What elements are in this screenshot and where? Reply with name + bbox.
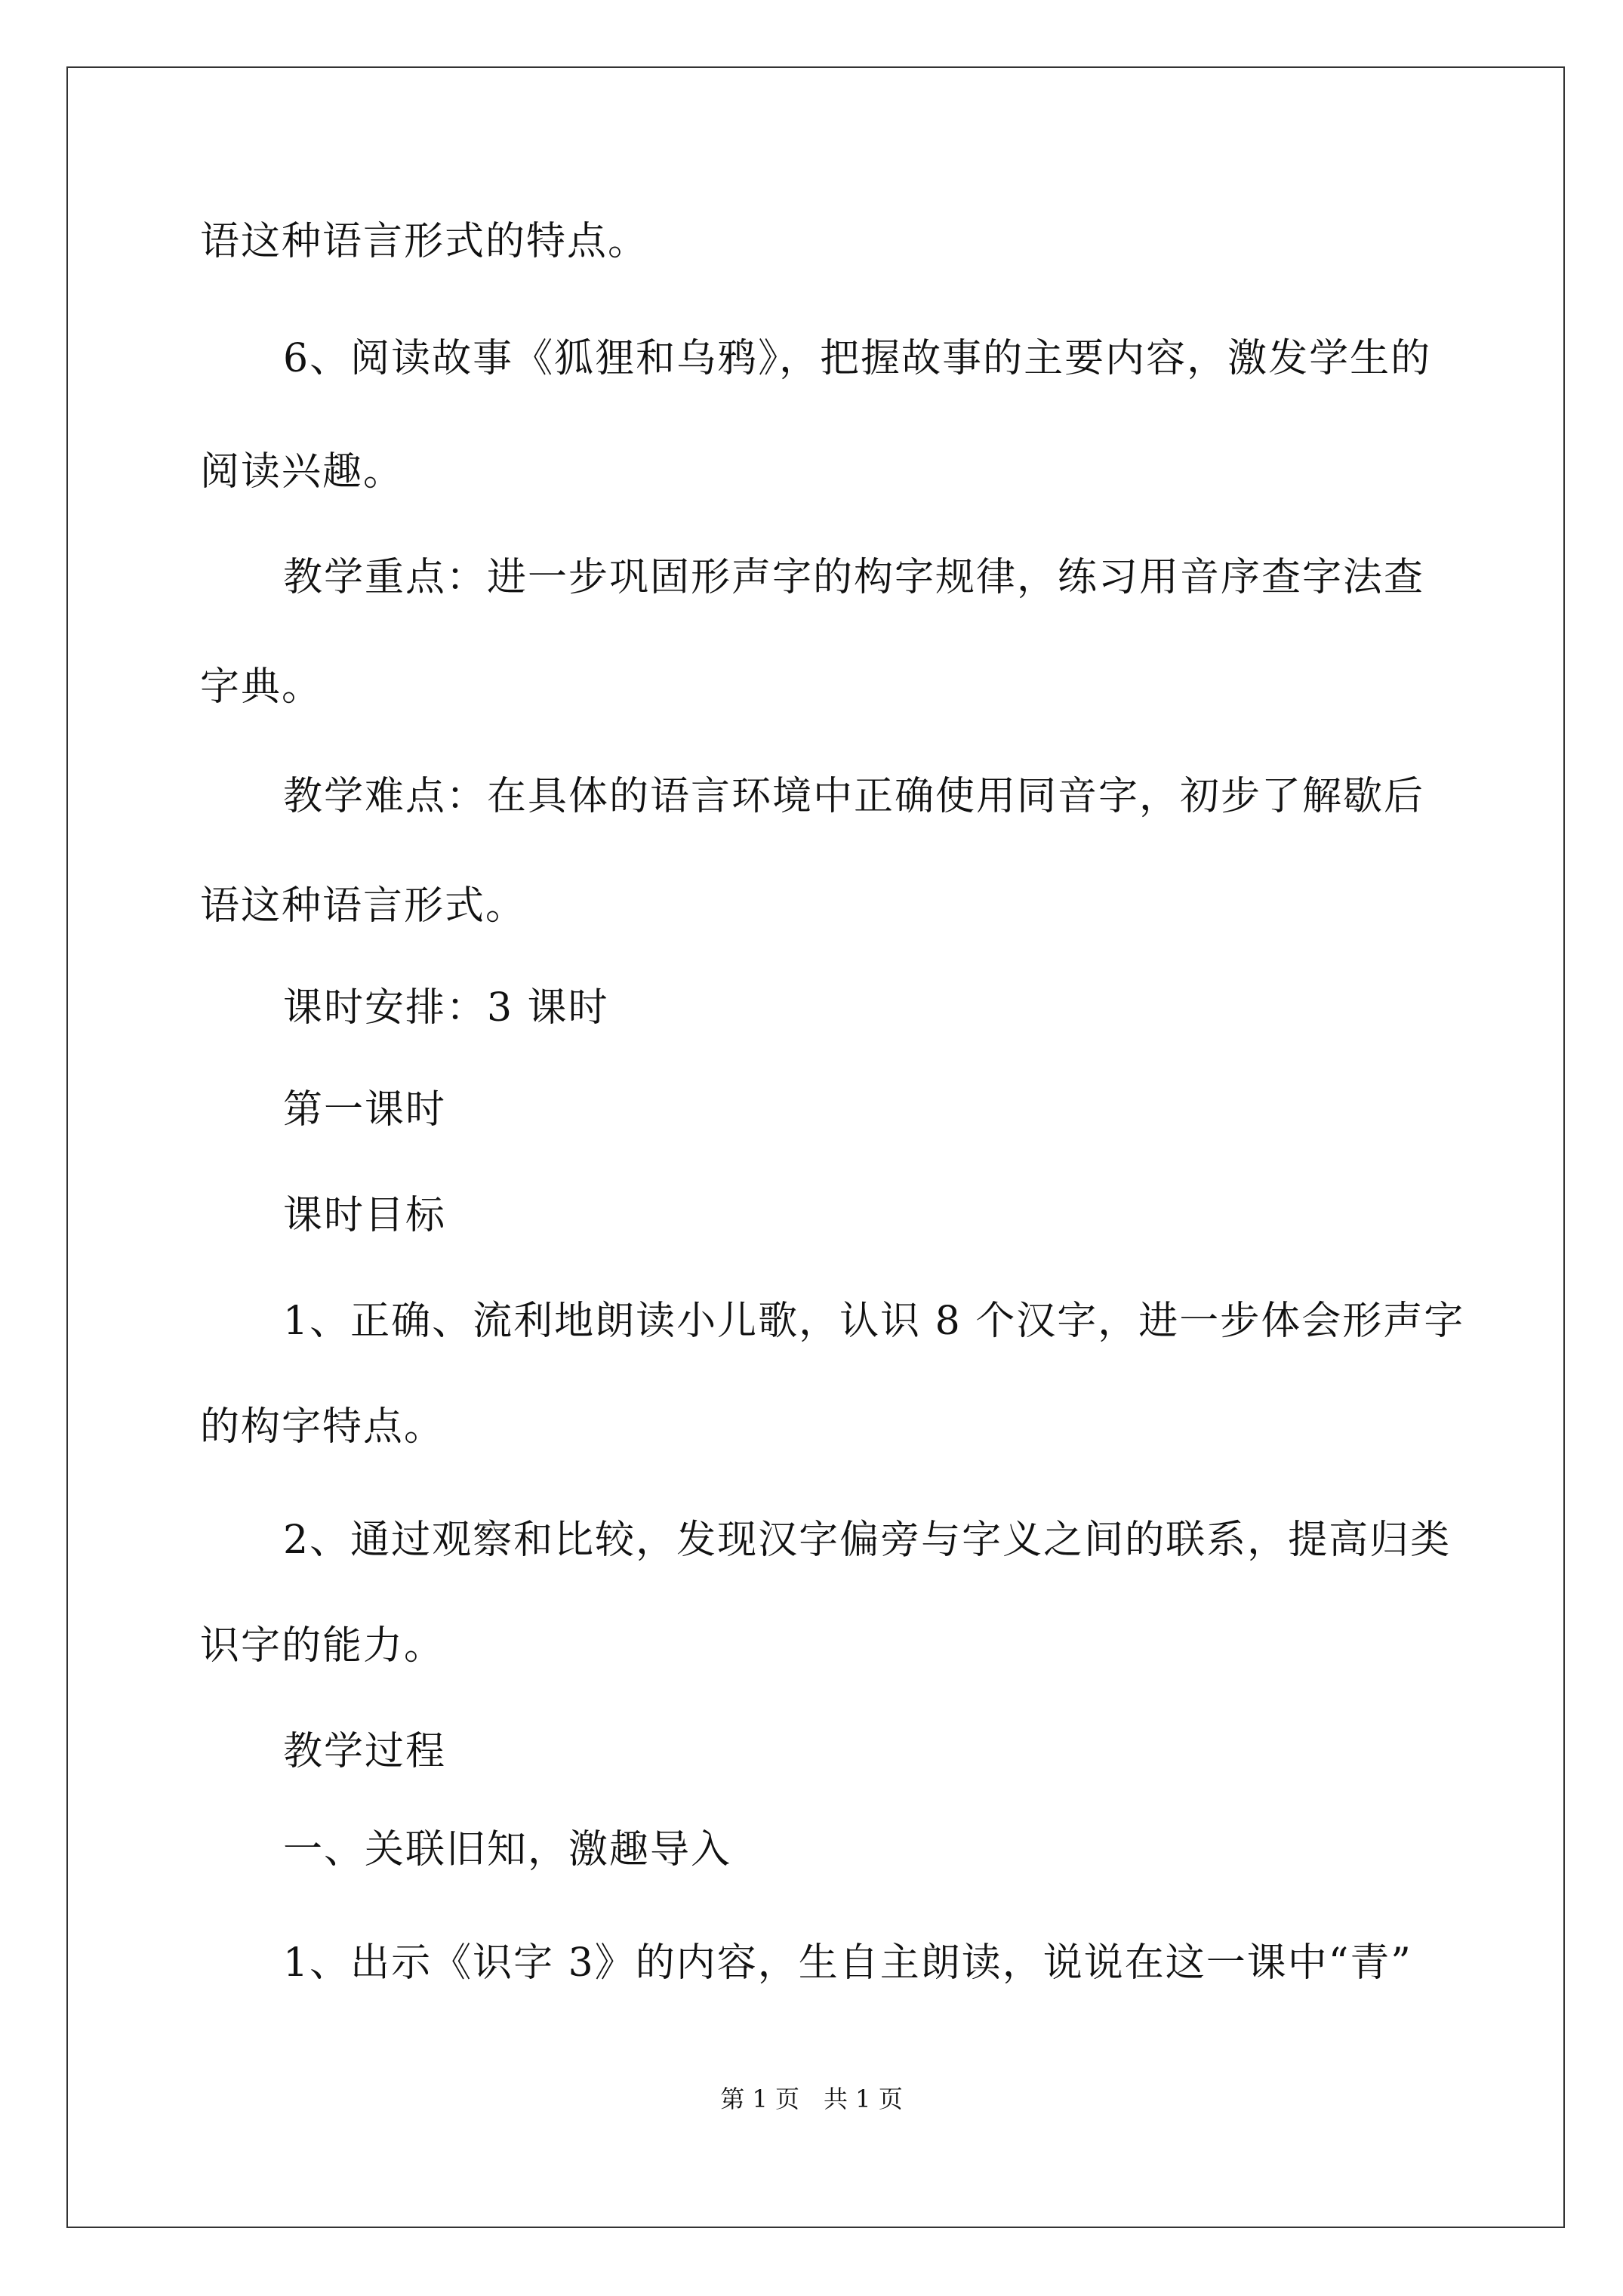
text-line: 教学重点：进一步巩固形声字的构字规律，练习用音序查字法查 (283, 555, 1425, 600)
page-border (66, 66, 1565, 2228)
text-line: 教学难点：在具体的语言环境中正确使用同音字，初步了解歇后 (283, 774, 1425, 819)
text-line: 语这种语言形式的特点。 (200, 219, 649, 264)
text-line: 第一课时 (283, 1087, 447, 1133)
text-line: 2、通过观察和比较，发现汉字偏旁与字义之间的联系，提高归类 (283, 1518, 1452, 1563)
text-line: 教学过程 (283, 1729, 447, 1774)
text-line: 课时安排：3 课时 (283, 985, 609, 1031)
text-line: 1、出示《识字 3》的内容，生自主朗读，说说在这一课中“青” (283, 1940, 1412, 1986)
text-line: 阅读兴趣。 (200, 449, 405, 495)
text-line: 1、正确、流利地朗读小儿歌，认识 8 个汉字，进一步体会形声字 (283, 1299, 1465, 1344)
text-line: 课时目标 (283, 1193, 447, 1238)
text-line: 6、阅读故事《狐狸和乌鸦》，把握故事的主要内容，激发学生的 (283, 336, 1432, 381)
text-line: 识字的能力。 (200, 1623, 445, 1669)
text-line: 字典。 (200, 664, 323, 710)
page-footer: 第 1 页 共 1 页 (720, 2085, 903, 2113)
text-line: 语这种语言形式。 (200, 883, 527, 929)
text-line: 一、关联旧知，激趣导入 (283, 1827, 732, 1872)
text-line: 的构字特点。 (200, 1404, 445, 1450)
